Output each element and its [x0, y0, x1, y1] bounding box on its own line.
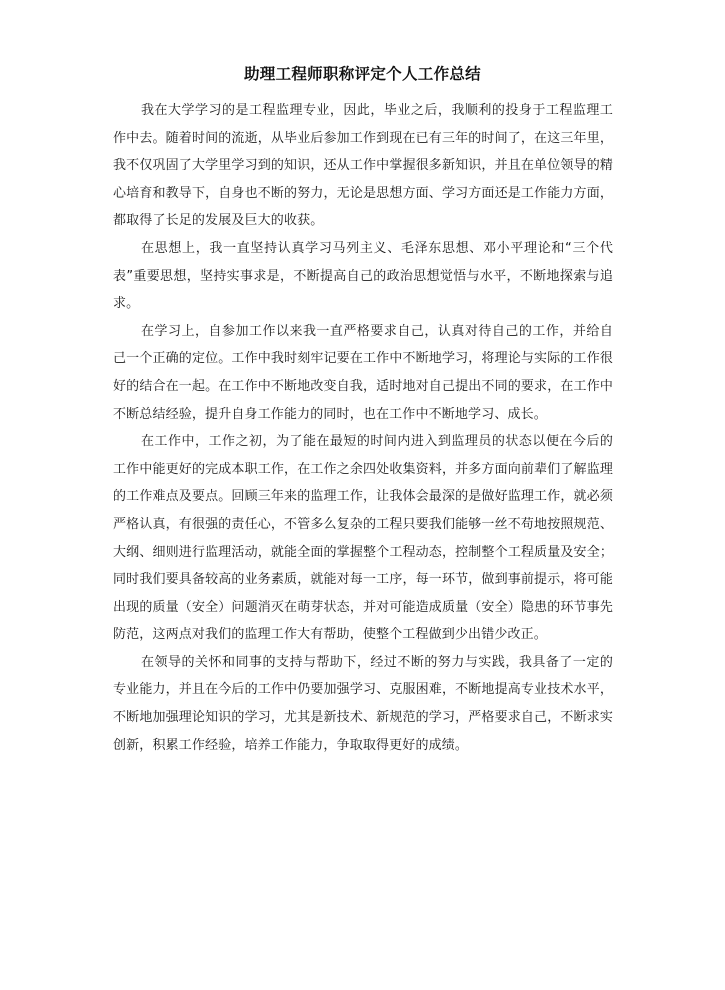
- paragraph-conclusion: 在领导的关怀和同事的支持与帮助下，经过不断的努力与实践，我具备了一定的专业能力，并且在今后的工作中仍要加强学习、克服困难，不断地提高专业技术水平，不断地加强理论知识的学习，尤其是新技术、新规范的学习，严格要求自己，不断求实创新，积累工作经验，培养工作能力，争取取得更好的成绩。: [113, 654, 613, 753]
- paragraph-work: 在工作中，工作之初，为了能在最短的时间内进入到监理员的状态以便在今后的工作中能更好的完成本职工作，在工作之余四处收集资料，并多方面向前辈们了解监理的工作难点及要点。回顾三年来的监理工作，让我体会最深的是做好监理工作，就必须严格认真，有很强的责任心，不管多么复杂的工程只要我们能够一丝不苟地按照规范、大纲、细则进行监理活动，就能全面的掌握整个工程动态，控制整个工程质量及安全；同时我们要具备较高的业务素质，就能对每一工序，每一环节，做到事前提示，将可能出现的质量（安全）问题消灭在萌芽状态，并对可能造成质量（安全）隐患的环节事先防范，这两点对我们的监理工作大有帮助，使整个工程做到少出错少改正。: [113, 434, 613, 643]
- document-title: 助理工程师职称评定个人工作总结: [243, 64, 481, 83]
- paragraph-intro: 我在大学学习的是工程监理专业，因此，毕业之后，我顺利的投身于工程监理工作中去。随着时间的流逝，从毕业后参加工作到现在已有三年的时间了，在这三年里，我不仅巩固了大学里学习到的知识，还从工作中掌握很多新知识，并且在单位领导的精心培育和教导下，自身也不断的努力，无论是思想方面、学习方面还是工作能力方面，都取得了长足的发展及巨大的收获。: [113, 103, 613, 229]
- paragraph-thought: 在思想上，我一直坚持认真学习马列主义、毛泽东思想、邓小平理论和“三个代表”重要思想，坚持实事求是，不断提高自己的政治思想觉悟与水平，不断地探索与追求。: [113, 240, 613, 312]
- paragraph-study: 在学习上，自参加工作以来我一直严格要求自己，认真对待自己的工作，并给自己一个正确的定位。工作中我时刻牢记要在工作中不断地学习，将理论与实际的工作很好的结合在一起。在工作中不断地改变自我，适时地对自己提出不同的要求，在工作中不断总结经验，提升自身工作能力的同时，也在工作中不断地学习、成长。: [113, 323, 613, 422]
- document-body: [113, 97, 613, 759]
